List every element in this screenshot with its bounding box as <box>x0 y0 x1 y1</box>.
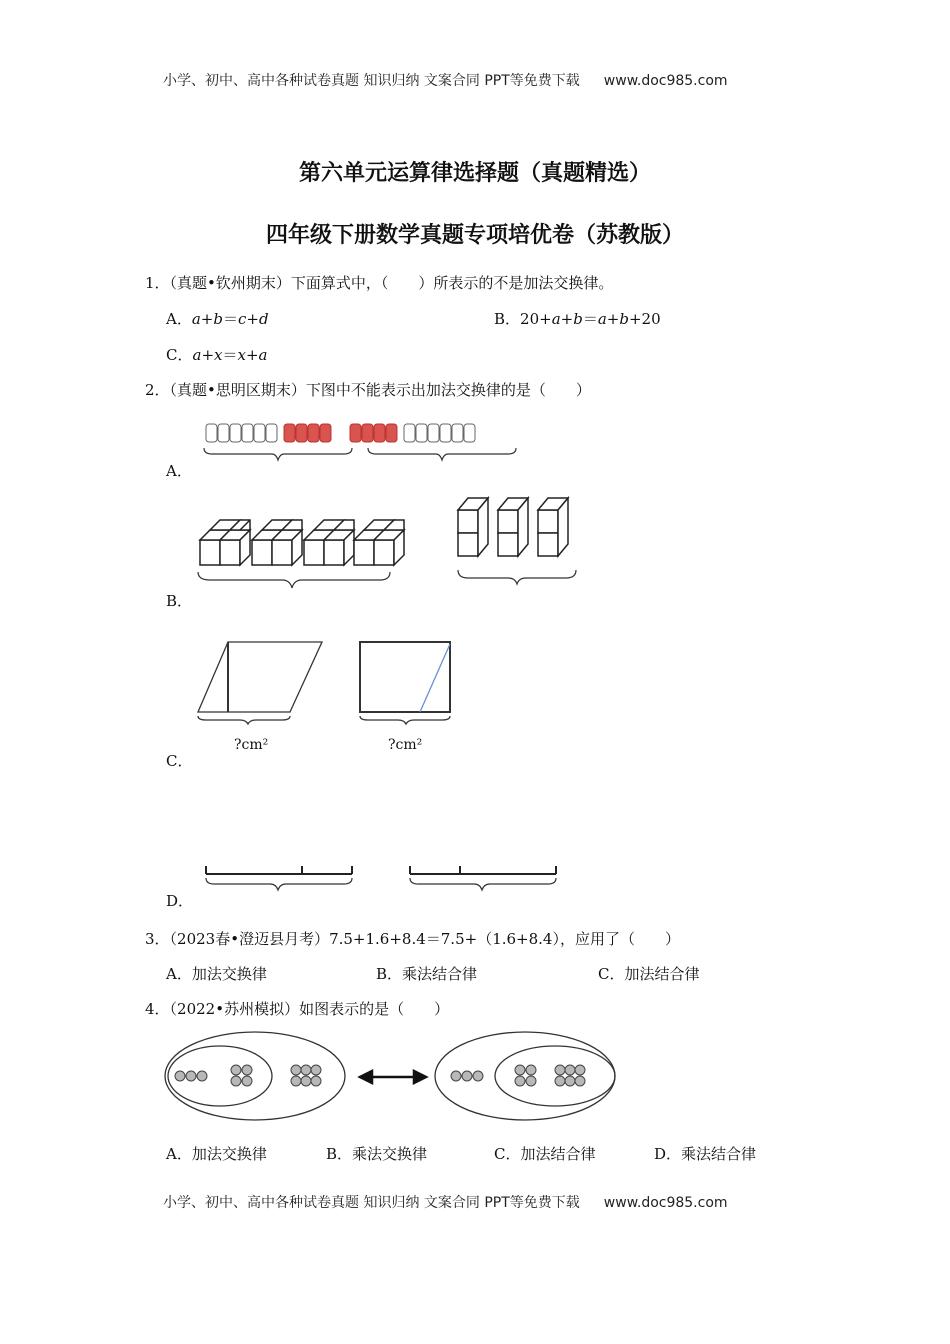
cup-white <box>206 424 217 442</box>
dot-six <box>311 1076 321 1086</box>
area-label-2: ?cm² <box>388 737 423 753</box>
question-1-stem: 1．（真题•钦州期末）下面算式中，（ ）所表示的不是加法交换律。 <box>145 274 614 292</box>
dot-four <box>515 1065 525 1075</box>
dot-three <box>451 1071 461 1081</box>
rectangle <box>360 642 450 712</box>
cup-red <box>284 424 295 442</box>
dot-three <box>473 1071 483 1081</box>
page-header <box>163 70 728 90</box>
question-3-option-b[interactable]: B．乘法结合律 <box>376 965 478 983</box>
dot-three <box>186 1071 196 1081</box>
dot-four <box>242 1065 252 1075</box>
title-line-2: 四年级下册数学真题专项培优卷（苏教版） <box>265 223 684 248</box>
brace-b2 <box>458 570 576 584</box>
cup-white <box>218 424 229 442</box>
header-site: www.doc985.com <box>603 73 728 89</box>
question-3-stem: 3．（2023春•澄迈县月考）7.5+1.6+8.4＝7.5+（1.6+8.4），应用了（ ） <box>145 930 680 948</box>
dot-four <box>231 1076 241 1086</box>
dot-six <box>555 1076 565 1086</box>
question-2-option-a[interactable]: A． <box>166 462 192 480</box>
question-1-option-c[interactable]: C．a+x＝x+a <box>166 346 268 364</box>
cup-red <box>350 424 361 442</box>
cup-white <box>242 424 253 442</box>
cube-group-2 <box>252 520 302 565</box>
cup-red <box>362 424 373 442</box>
question-2-option-d[interactable]: D． <box>166 892 194 910</box>
cup-red <box>308 424 319 442</box>
cup-white <box>404 424 415 442</box>
question-4-option-c[interactable]: C．加法结合律 <box>494 1145 596 1163</box>
question-4-option-d[interactable]: D．乘法结合律 <box>654 1145 757 1163</box>
cup-white <box>230 424 241 442</box>
dot-six <box>575 1076 585 1086</box>
area-label-1: ?cm² <box>234 737 269 753</box>
dot-four <box>526 1076 536 1086</box>
question-4-option-b[interactable]: B．乘法交换律 <box>326 1145 428 1163</box>
brace-c1 <box>198 716 290 724</box>
segments-figure <box>200 856 570 900</box>
question-2-option-b[interactable]: B． <box>166 592 193 610</box>
dot-six <box>291 1076 301 1086</box>
brace-b1 <box>198 572 390 588</box>
question-1-option-b[interactable]: B．20+a+b＝a+b+20 <box>494 310 661 328</box>
dot-four <box>231 1065 241 1075</box>
cup-white <box>416 424 427 442</box>
cup-white <box>440 424 451 442</box>
question-1-option-a[interactable]: A．a+b＝c+d <box>166 310 269 328</box>
question-4-stem: 4．（2022•苏州模拟）如图表示的是（ ） <box>145 1000 450 1018</box>
cup-white <box>266 424 277 442</box>
dot-four <box>515 1076 525 1086</box>
question-2-option-c[interactable]: C． <box>166 752 193 770</box>
cup-red <box>296 424 307 442</box>
cup-white <box>428 424 439 442</box>
cube-stack-2 <box>498 498 528 556</box>
question-3-option-c[interactable]: C．加法结合律 <box>598 965 700 983</box>
area-figure <box>190 636 470 726</box>
cup-red <box>386 424 397 442</box>
dot-six <box>301 1076 311 1086</box>
cubes-figure <box>190 490 590 590</box>
brace-a1 <box>204 448 352 460</box>
cups-figure <box>200 418 530 470</box>
right-inner-ellipse <box>495 1046 615 1106</box>
cup-red <box>374 424 385 442</box>
rectangle-diagonal <box>420 644 450 712</box>
dot-six <box>555 1065 565 1075</box>
cube-stack-1 <box>458 498 488 556</box>
footer-site: www.doc985.com <box>603 1195 728 1211</box>
question-3-option-a[interactable]: A．加法交换律 <box>166 965 267 983</box>
dot-three <box>197 1071 207 1081</box>
dot-six <box>565 1076 575 1086</box>
dot-six <box>565 1065 575 1075</box>
cup-white <box>452 424 463 442</box>
dot-four <box>242 1076 252 1086</box>
cube-group-3 <box>304 520 354 565</box>
cube-group-1 <box>200 520 250 565</box>
cup-red <box>320 424 331 442</box>
dot-six <box>291 1065 301 1075</box>
cup-white <box>254 424 265 442</box>
association-figure <box>160 1028 620 1128</box>
dot-three <box>175 1071 185 1081</box>
dot-six <box>575 1065 585 1075</box>
footer-text: 小学、初中、高中各种试卷真题 知识归纳 文案合同 PPT等免费下载 <box>163 1195 580 1211</box>
dot-four <box>526 1065 536 1075</box>
dot-three <box>462 1071 472 1081</box>
dot-six <box>311 1065 321 1075</box>
header-text: 小学、初中、高中各种试卷真题 知识归纳 文案合同 PPT等免费下载 <box>163 73 580 89</box>
question-2-stem: 2．（真题•思明区期末）下图中不能表示出加法交换律的是（ ） <box>145 381 591 399</box>
page-footer <box>163 1192 728 1212</box>
dot-six <box>301 1065 311 1075</box>
brace-a2 <box>368 448 516 460</box>
brace-c2 <box>360 716 450 724</box>
cube-group-4 <box>354 520 404 565</box>
cube-stack-3 <box>538 498 568 556</box>
arrow-right-head <box>414 1071 426 1083</box>
question-4-option-a[interactable]: A．加法交换律 <box>166 1145 267 1163</box>
parallelogram <box>198 642 322 712</box>
arrow-left-head <box>360 1071 372 1083</box>
cup-white <box>464 424 475 442</box>
title-line-1: 第六单元运算律选择题（真题精选） <box>298 161 651 186</box>
